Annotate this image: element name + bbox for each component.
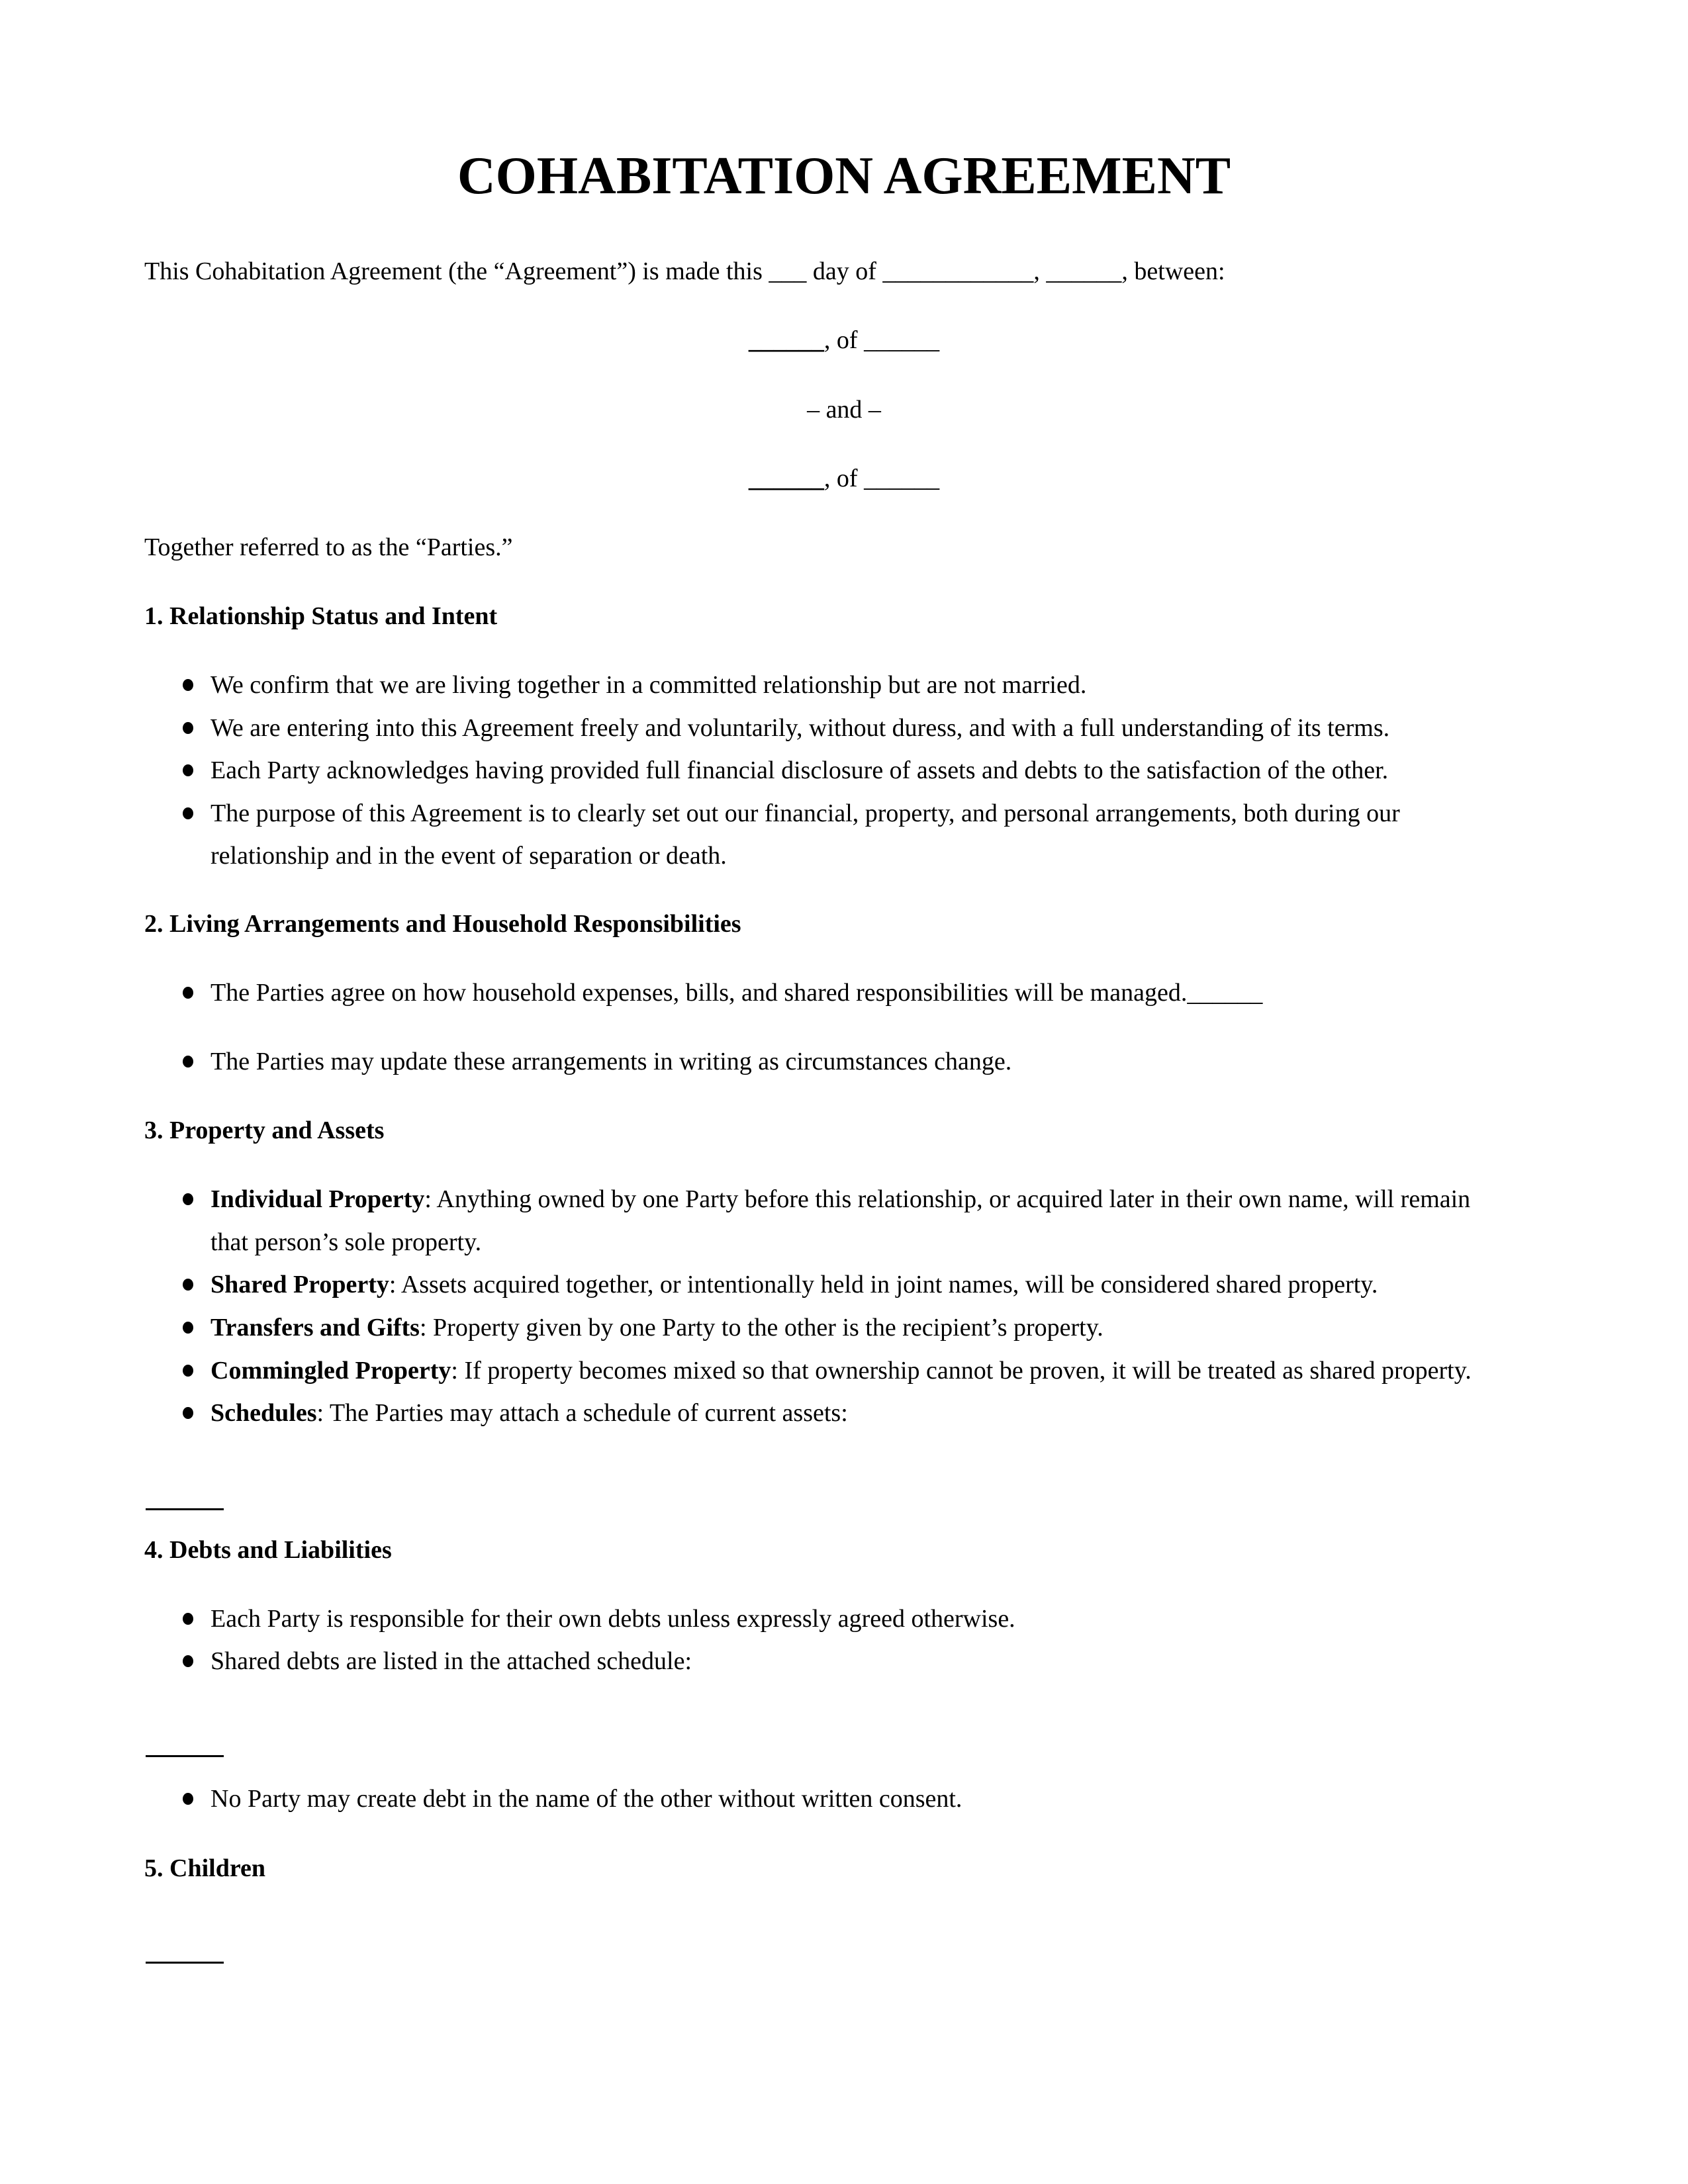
- bullet-icon: [183, 1655, 193, 1667]
- bullet-icon: [183, 679, 193, 691]
- assets-schedule-blank[interactable]: [146, 1508, 224, 1510]
- term-label: Commingled Property: [211, 1357, 451, 1385]
- section-4-bullet: Each Party is responsible for their own debts unless expressly agreed otherwise.: [211, 1605, 1015, 1633]
- bullet-icon: [183, 1365, 193, 1377]
- bullet-icon: [183, 1793, 193, 1805]
- bullet-icon: [183, 1279, 193, 1291]
- section-3-bullet-individual-property: [211, 1185, 1470, 1214]
- section-1-bullet: We are entering into this Agreement freely and voluntarily, without duress, and with a full understanding of its terms.: [211, 714, 1390, 742]
- section-3-bullet-commingled-property: [211, 1356, 1472, 1385]
- children-blank[interactable]: [146, 1962, 224, 1964]
- section-1-bullet-continuation: relationship and in the event of separation or death.: [211, 842, 727, 870]
- bullet-icon: [183, 1322, 193, 1334]
- section-3-heading: 3. Property and Assets: [144, 1116, 385, 1144]
- section-5-heading: 5. Children: [144, 1854, 266, 1882]
- party-1-name-blank[interactable]: ______: [748, 326, 824, 354]
- party-2-address-blank[interactable]: ______: [864, 465, 940, 492]
- term-text: : The Parties may attach a schedule of current assets:: [316, 1399, 848, 1427]
- bullet-icon: [183, 987, 193, 999]
- section-3-bullet-schedules: [211, 1398, 848, 1428]
- party-2-separator: , of: [823, 465, 865, 492]
- bullet-icon: [183, 1193, 193, 1205]
- section-2-bullet: The Parties agree on how household expenses, bills, and shared responsibilities will be managed.______: [211, 979, 1263, 1007]
- section-1-bullet: Each Party acknowledges having provided full financial disclosure of assets and debts to the satisfaction of the other.: [211, 756, 1389, 784]
- parties-definition: Together referred to as the “Parties.”: [144, 533, 513, 561]
- bullet-icon: [183, 722, 193, 734]
- party-1-address-blank[interactable]: ______: [864, 326, 940, 354]
- term-label: Schedules: [211, 1399, 317, 1427]
- term-text: : Assets acquired together, or intentionally held in joint names, will be considered shared property.: [389, 1271, 1378, 1298]
- term-label: Transfers and Gifts: [211, 1314, 420, 1342]
- party-2-name-blank[interactable]: ______: [748, 465, 824, 492]
- party-1-separator: , of: [823, 326, 865, 354]
- term-text: : Anything owned by one Party before this relationship, or acquired later in their own name, will remain: [424, 1185, 1471, 1213]
- bullet-icon: [183, 1407, 193, 1419]
- section-3-bullet-shared-property: [211, 1270, 1378, 1299]
- and-separator: – and –: [807, 396, 881, 424]
- bullet-icon: [183, 764, 193, 776]
- bullet-icon: [183, 807, 193, 819]
- intro-paragraph: This Cohabitation Agreement (the “Agreement”) is made this ___ day of ____________, ______, between:: [144, 257, 1225, 285]
- section-4-heading: 4. Debts and Liabilities: [144, 1536, 392, 1564]
- party-2-line: [0, 464, 1688, 493]
- section-1-heading: 1. Relationship Status and Intent: [144, 602, 498, 630]
- section-1-bullet: We confirm that we are living together in a committed relationship but are not married.: [211, 671, 1087, 699]
- section-2-bullet: The Parties may update these arrangements in writing as circumstances change.: [211, 1048, 1012, 1075]
- term-label: Individual Property: [211, 1185, 425, 1213]
- section-3-bullet-continuation: that person’s sole property.: [211, 1228, 482, 1256]
- section-2-heading: 2. Living Arrangements and Household Responsibilities: [144, 910, 741, 938]
- bullet-icon: [183, 1056, 193, 1068]
- term-text: : Property given by one Party to the other is the recipient’s property.: [419, 1314, 1103, 1342]
- term-label: Shared Property: [211, 1271, 389, 1298]
- section-4-bullet: No Party may create debt in the name of the other without written consent.: [211, 1785, 962, 1813]
- debts-schedule-blank[interactable]: [146, 1755, 224, 1757]
- section-3-bullet-transfers-gifts: [211, 1313, 1103, 1342]
- document-title: COHABITATION AGREEMENT: [457, 147, 1231, 205]
- section-1-bullet: The purpose of this Agreement is to clearly set out our financial, property, and personal arrangements, both during our: [211, 799, 1400, 827]
- bullet-icon: [183, 1613, 193, 1625]
- party-1-line: [0, 326, 1688, 355]
- term-text: : If property becomes mixed so that ownership cannot be proven, it will be treated as shared property.: [451, 1357, 1472, 1385]
- section-4-bullet: Shared debts are listed in the attached schedule:: [211, 1647, 692, 1675]
